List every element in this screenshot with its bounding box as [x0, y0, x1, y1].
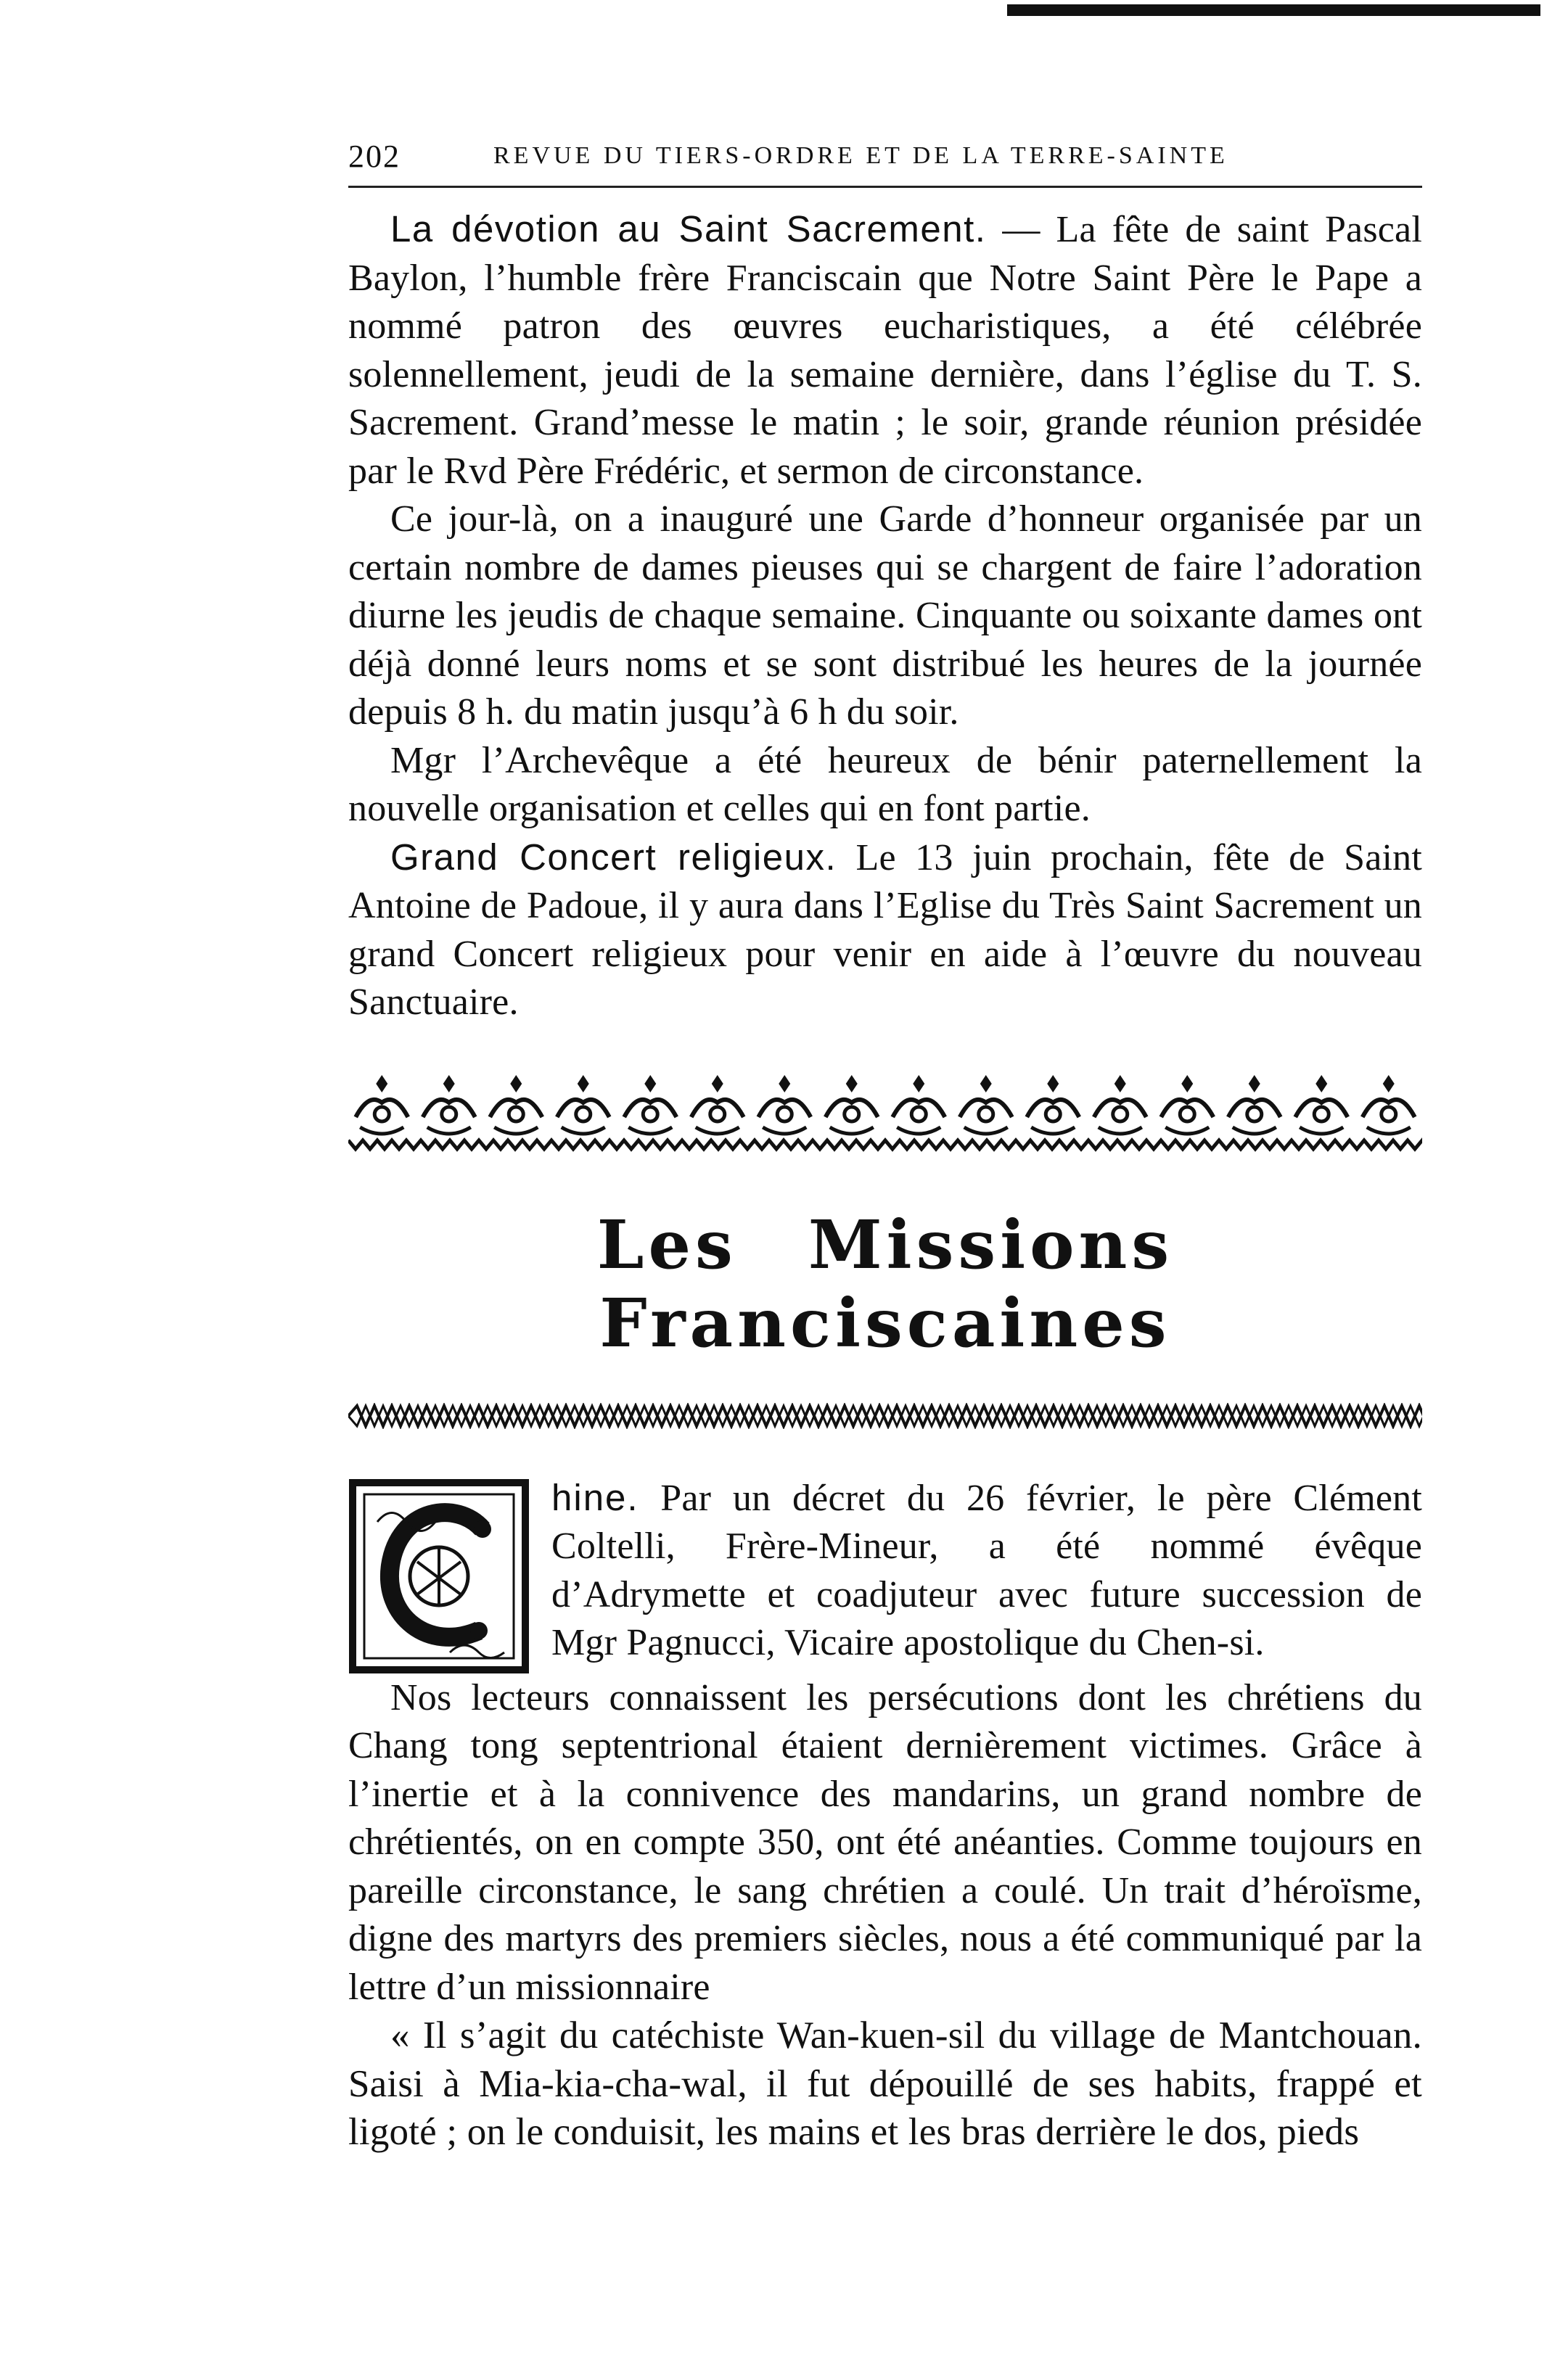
catechist-paragraph: « Il s’agit du catéchiste Wan-kuen-sil du village de Mantchouan. Saisi à Mia-kia-cha-wal, il fut dépouillé de ses habits, frappé et ligoté ; on le conduisit, les mains et les bras derrière le dos, pieds: [348, 2014, 1422, 2153]
ornament-motif: [960, 1075, 1012, 1134]
concert-paragraph: [348, 833, 1422, 1027]
section-title-word-2: Missions: [808, 1205, 1174, 1284]
ornament-motif: [1228, 1075, 1281, 1134]
header-rule: [348, 186, 1422, 188]
ornament-motif: [1027, 1075, 1079, 1134]
ornament-band-graphic: [348, 1074, 1422, 1153]
ornament-motif: [1161, 1075, 1213, 1134]
ornament-motif: [356, 1075, 408, 1134]
item-devotion-text: — La fête de saint Pascal Baylon, l’humble frère Franciscain que Notre Saint Père le Pape a nommé patron des œuvres eucharistiques, a été célébrée solennellement, jeudi de la semaine dernière, dans l’église du T. S. Sacrement. Grand’messe le matin ; le soir, grande réunion présidée par le Rvd Père Frédéric, et sermon de circonstance.: [348, 209, 1422, 492]
ornament-motif: [557, 1075, 609, 1134]
garde-honneur-paragraph: Ce jour-là, on a inauguré une Garde d’honneur organisée par un certain nombre de dames pieuses qui se chargent de faire l’adoration diurne les jeudis de chaque semaine. Cinquante ou soixante dames ont déjà donné leurs noms et se sont distribué les heures de la journée depuis 8 h. du matin jusqu’à 6 h du soir.: [348, 498, 1422, 733]
top-edge-rule: [1007, 4, 1540, 16]
ornament-motif: [758, 1075, 810, 1134]
running-title: REVUE DU TIERS-ORDRE ET DE LA TERRE-SAINTE: [493, 142, 1228, 169]
chine-first-text: Par un décret du 26 février, le père Clément Coltelli, Frère-Mineur, a été nommé évêque d’Adrymette et coadjuteur avec future succession de Mgr Pagnucci, Vicaire apostolique du Chen-si.: [551, 1477, 1422, 1663]
ornament-motif: [691, 1075, 744, 1134]
item-devotion-heading: La dévotion au Saint Sacrement.: [390, 208, 987, 250]
page-number: 202: [348, 139, 401, 174]
chine-section: [348, 1474, 1422, 2157]
ornament-motif: [892, 1075, 945, 1134]
persecution-paragraph: Nos lecteurs connaissent les persécutions dont les chrétiens du Chang tong septentrional étaient dernièrement victimes. Grâce à l’inertie et à la connivence des mandarins, un grand nombre de chrétientés, on en compte 350, ont été anéanties. Comme toujours en pareille circonstance, le sang chrétien a coulé. Un trait d’héroïsme, digne des martyrs des premiers siècles, nous a été communiqué par la lettre d’un missionnaire: [348, 1676, 1422, 2008]
item-devotion-paragraph: [348, 205, 1422, 495]
section-title-word-1: Les: [596, 1205, 737, 1284]
page-column: [348, 138, 1422, 2157]
ornament-motif: [423, 1075, 475, 1134]
zigzag-rule-graphic: [348, 1403, 1422, 1429]
section-title: [348, 1206, 1422, 1362]
ornamental-drop-cap-c: [348, 1478, 530, 1674]
section-title-word-3: Franciscaines: [599, 1283, 1171, 1362]
ornament-motif: [624, 1075, 676, 1134]
archeveque-paragraph: Mgr l’Archevêque a été heureux de bénir paternellement la nouvelle organisation et celles qui en font partie.: [348, 739, 1422, 829]
chine-lead-word: hine.: [551, 1476, 639, 1518]
concert-text: Le 13 juin prochain, fête de Saint Antoine de Padoue, il y aura dans l’Eglise du Très Saint Sacrement un grand Concert religieux pour venir en aide à l’œuvre du nouveau Sanctuaire.: [348, 836, 1423, 1023]
ornament-motif: [826, 1075, 878, 1134]
ornament-motif: [490, 1075, 542, 1134]
decorative-ornament-band: [348, 1074, 1422, 1153]
running-head: [348, 138, 1422, 181]
ornament-motif: [1094, 1075, 1146, 1134]
ornament-motif: [1363, 1075, 1415, 1134]
ornament-zigzag-base: [348, 1140, 1422, 1149]
decorative-rule: [348, 1403, 1422, 1429]
concert-heading: Grand Concert religieux.: [390, 836, 837, 878]
ornament-motif: [1295, 1075, 1347, 1134]
